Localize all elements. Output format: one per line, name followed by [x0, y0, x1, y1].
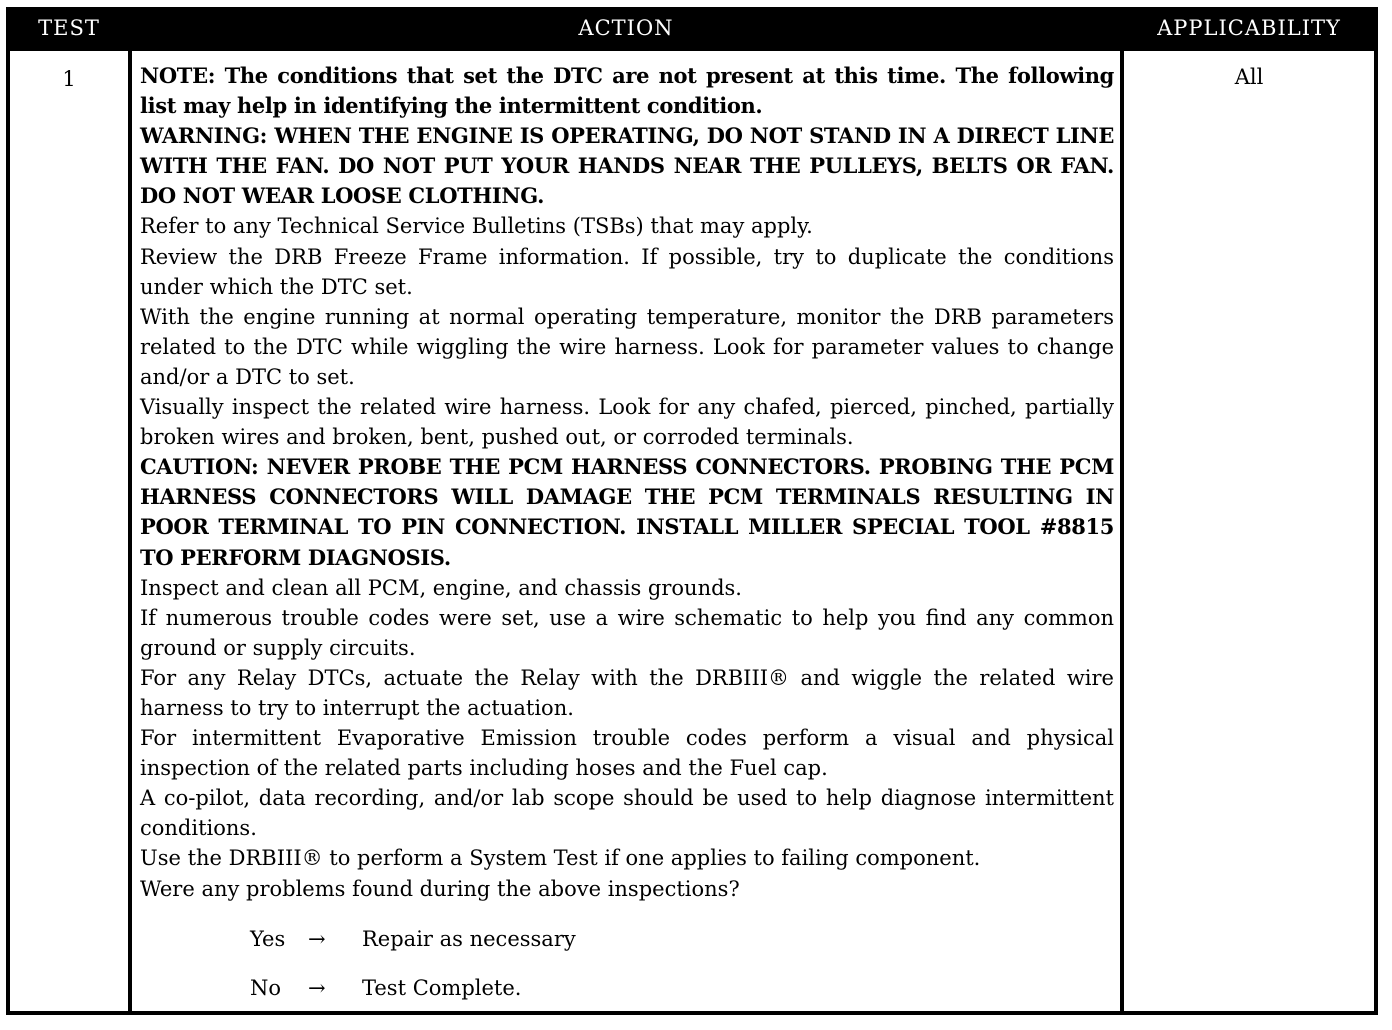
instruction-paragraph: Use the DRBIII® to perform a System Test if one applies to failing component. — [140, 846, 981, 871]
header-applicability: APPLICABILITY — [1157, 16, 1341, 40]
answer-yes — [140, 924, 1114, 973]
question-paragraph: Were any problems found during the above inspections? — [140, 876, 740, 901]
caution-paragraph: CAUTION: NEVER PROBE THE PCM HARNESS CONNECTORS. PROBING THE PCM HARNESS CONNECTORS WILL DAMAGE THE PCM TERMINALS RESULTING IN POOR TERMINAL TO PIN CONNECTION. INSTALL MILLER SPECIAL TOOL #8815 TO PERFORM DIAGNOSIS. — [140, 454, 1114, 570]
test-number: 1 — [62, 67, 76, 91]
applicability-value: All — [1234, 65, 1264, 89]
action-text — [140, 61, 1114, 1022]
answer-result: Test Complete. — [362, 975, 522, 1000]
answer-no — [140, 973, 1114, 1022]
instruction-paragraph: If numerous trouble codes were set, use a wire schematic to help you find any common ground or supply circuits. — [140, 605, 1114, 660]
instruction-paragraph: For intermittent Evaporative Emission trouble codes perform a visual and physical inspection of the related parts including hoses and the Fuel cap. — [140, 726, 1114, 781]
arrow-right-icon: → — [308, 975, 326, 1000]
header-test: TEST — [38, 16, 100, 40]
answer-result: Repair as necessary — [362, 926, 576, 951]
test-cell — [10, 51, 128, 1011]
diagnostic-table — [6, 7, 1378, 1015]
answer-list — [140, 924, 1114, 1022]
arrow-right-icon: → — [308, 926, 326, 951]
instruction-paragraph: Refer to any Technical Service Bulletins (TSBs) that may apply. — [140, 214, 813, 239]
instruction-paragraph: Inspect and clean all PCM, engine, and chassis grounds. — [140, 575, 742, 600]
warning-paragraph: WARNING: WHEN THE ENGINE IS OPERATING, DO NOT STAND IN A DIRECT LINE WITH THE FAN. DO NOT PUT YOUR HANDS NEAR THE PULLEYS, BELTS OR FAN. DO NOT WEAR LOOSE CLOTHING. — [140, 123, 1114, 209]
instruction-paragraph: Review the DRB Freeze Frame information. If possible, try to duplicate the conditions under which the DTC set. — [140, 244, 1114, 299]
note-paragraph: NOTE: The conditions that set the DTC are not present at this time. The following list may help in identifying the intermittent condition. — [140, 63, 1114, 119]
applicability-cell — [1124, 51, 1374, 1011]
answer-label: No — [250, 975, 282, 1000]
instruction-paragraph: For any Relay DTCs, actuate the Relay with the DRBIII® and wiggle the related wire harness to try to interrupt the actuation. — [140, 665, 1114, 720]
instruction-paragraph: With the engine running at normal operating temperature, monitor the DRB parameters related to the DTC while wiggling the wire harness. Look for parameter values to change and/or a DTC to set. — [140, 304, 1114, 389]
instruction-paragraph: Visually inspect the related wire harness. Look for any chafed, pierced, pinched, partially broken wires and broken, bent, pushed out, or corroded terminals. — [140, 395, 1114, 450]
answer-label: Yes — [250, 926, 286, 951]
action-cell — [132, 51, 1120, 1011]
instruction-paragraph: A co-pilot, data recording, and/or lab scope should be used to help diagnose intermittent conditions. — [140, 786, 1114, 841]
header-action: ACTION — [578, 16, 674, 40]
